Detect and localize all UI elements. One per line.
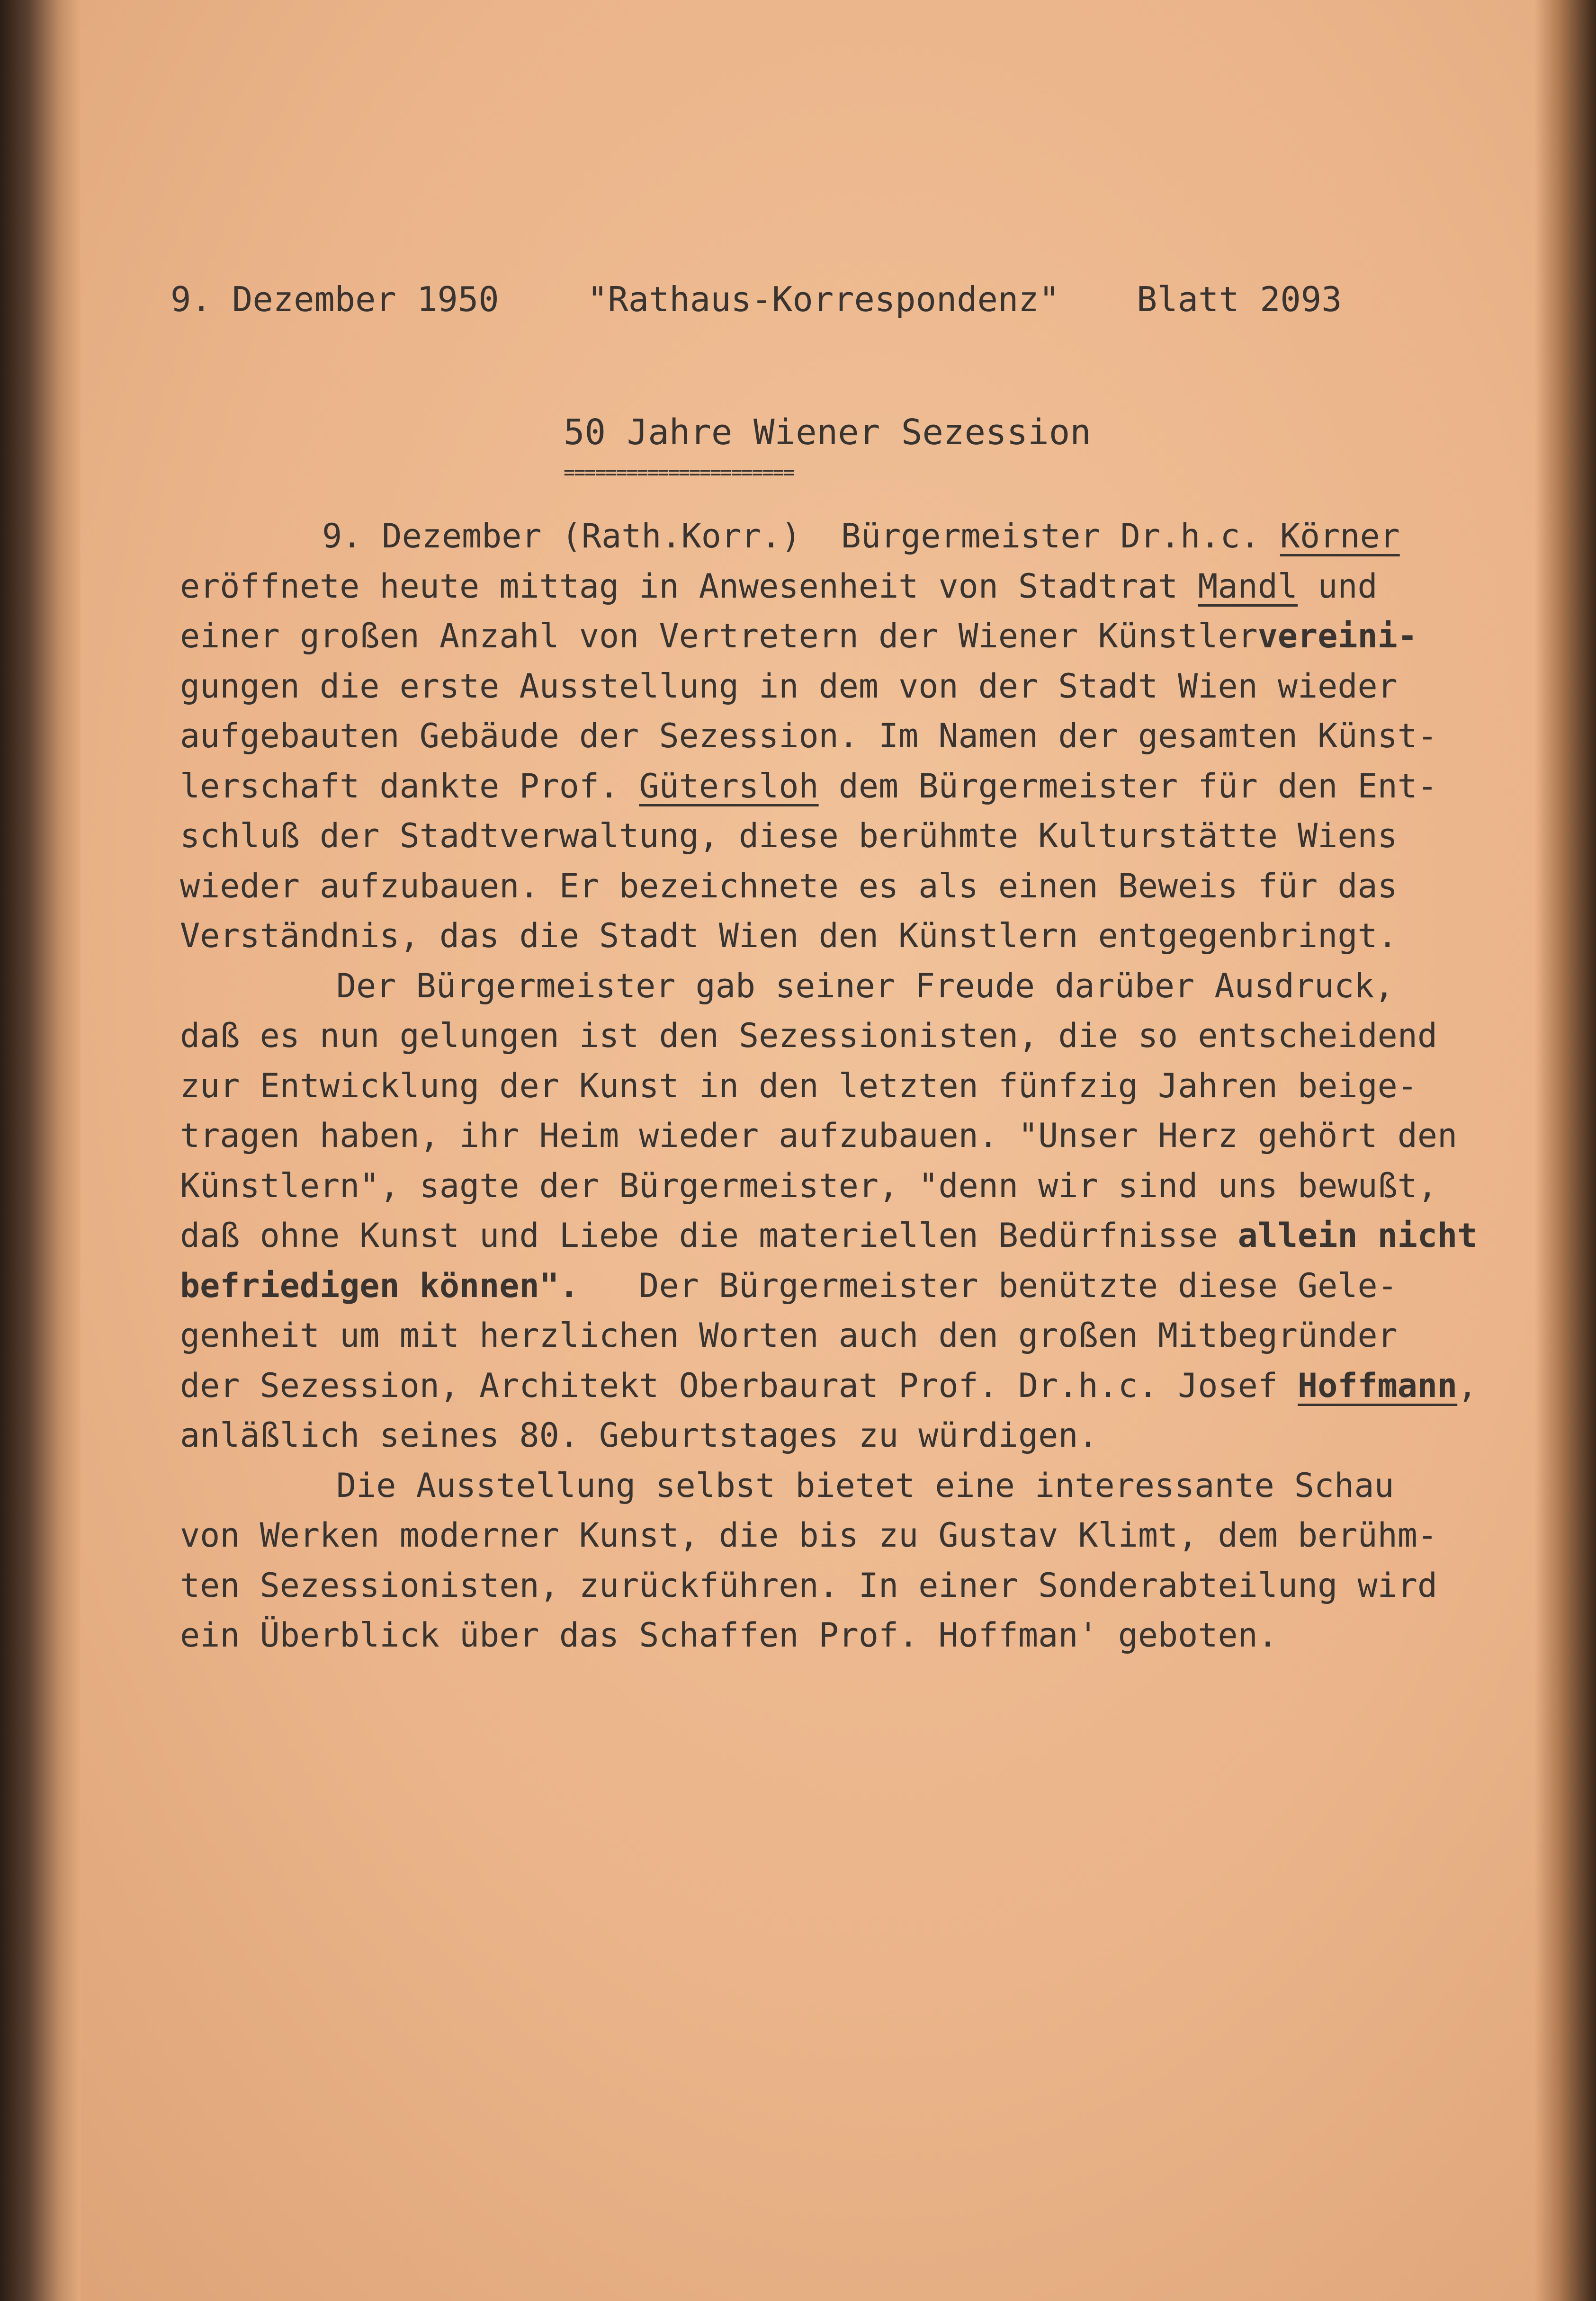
text-line: [180, 562, 1497, 612]
paragraph-3: [180, 1461, 1497, 1661]
text-line: ten Sezessionisten, zurückführen. In einer Sonderabteilung wird: [180, 1566, 1438, 1605]
text-run: der Sezession, Architekt Oberbaurat Prof. Dr.h.c. Josef: [180, 1366, 1298, 1405]
text-line: genheit um mit herzlichen Worten auch den großen Mitbegründer: [180, 1316, 1398, 1355]
text-run: lerschaft dankte Prof.: [180, 766, 639, 806]
text-line: gungen die erste Ausstellung in dem von der Stadt Wien wieder: [180, 666, 1398, 706]
underlined-name: Körner: [1280, 517, 1400, 555]
text-line: zur Entwicklung der Kunst in den letzten fünfzig Jahren beige-: [180, 1066, 1417, 1105]
text-line: von Werken moderner Kunst, die bis zu Gustav Klimt, dem berühm-: [180, 1516, 1438, 1555]
bold-text-run: allein nicht: [1237, 1216, 1478, 1255]
text-line: schluß der Stadtverwaltung, diese berühmte Kulturstätte Wiens: [180, 816, 1398, 855]
paragraph-2: [180, 961, 1497, 1461]
text-line: [180, 1211, 1497, 1261]
bold-text-run: befriedigen können".: [180, 1266, 579, 1305]
text-line: Verständnis, das die Stadt Wien den Künstlern entgegenbringt.: [180, 916, 1398, 955]
text-run: Der Bürgermeister benützte diese Gele-: [579, 1266, 1398, 1305]
text-line: wieder aufzubauen. Er bezeichnete es als einen Beweis für das: [180, 866, 1398, 905]
text-line: Der Bürgermeister gab seiner Freude darüber Ausdruck,: [336, 966, 1394, 1005]
text-run: 9. Dezember (Rath.Korr.) Bürgermeister Dr.h.c.: [322, 517, 1280, 555]
header-sheet-number: Blatt 2093: [1137, 279, 1342, 319]
text-run: einer großen Anzahl von Vertretern der Wiener Künstler: [180, 617, 1258, 655]
text-line: [180, 511, 1497, 562]
text-run: eröffnete heute mittag in Anwesenheit von Stadtrat: [180, 566, 1198, 606]
title-underline: ======================: [564, 462, 794, 483]
paragraph-1: [180, 511, 1497, 961]
book-spine-shadow: [0, 0, 81, 2301]
header-publication: "Rathaus-Korrespondenz": [587, 279, 1059, 319]
text-line: ein Überblick über das Schaffen Prof. Hoffman' geboten.: [180, 1616, 1278, 1655]
text-run: dem Bürgermeister für den Ent-: [818, 766, 1438, 806]
underlined-name: Gütersloh: [639, 766, 819, 806]
text-line: [180, 1361, 1497, 1411]
header-date: 9. Dezember 1950: [170, 279, 499, 319]
page-edge-shadow: [1534, 0, 1596, 2301]
text-run: und: [1298, 566, 1378, 606]
underlined-name: Hoffmann: [1298, 1366, 1458, 1405]
article-body: [180, 511, 1497, 1661]
text-line: [180, 611, 1497, 662]
text-run: ,: [1457, 1366, 1478, 1405]
underlined-name: Mandl: [1198, 566, 1298, 606]
text-line: aufgebauten Gebäude der Sezession. Im Namen der gesamten Künst-: [180, 716, 1438, 755]
text-line: Die Ausstellung selbst bietet eine interessante Schau: [336, 1466, 1394, 1505]
text-line: Künstlern", sagte der Bürgermeister, "denn wir sind uns bewußt,: [180, 1166, 1438, 1205]
text-line: tragen haben, ihr Heim wieder aufzubauen. "Unser Herz gehört den: [180, 1116, 1458, 1155]
bold-text-run: vereini-: [1257, 617, 1417, 655]
page-header: [170, 279, 1364, 327]
text-run: daß ohne Kunst und Liebe die materiellen Bedürfnisse: [180, 1216, 1238, 1255]
text-line: daß es nun gelungen ist den Sezessionisten, die so entscheidend: [180, 1016, 1438, 1055]
article-title: 50 Jahre Wiener Sezession: [564, 412, 1091, 453]
text-line: [180, 1261, 1497, 1311]
text-line: [180, 761, 1497, 812]
text-line: anläßlich seines 80. Geburtstages zu würdigen.: [180, 1416, 1098, 1455]
